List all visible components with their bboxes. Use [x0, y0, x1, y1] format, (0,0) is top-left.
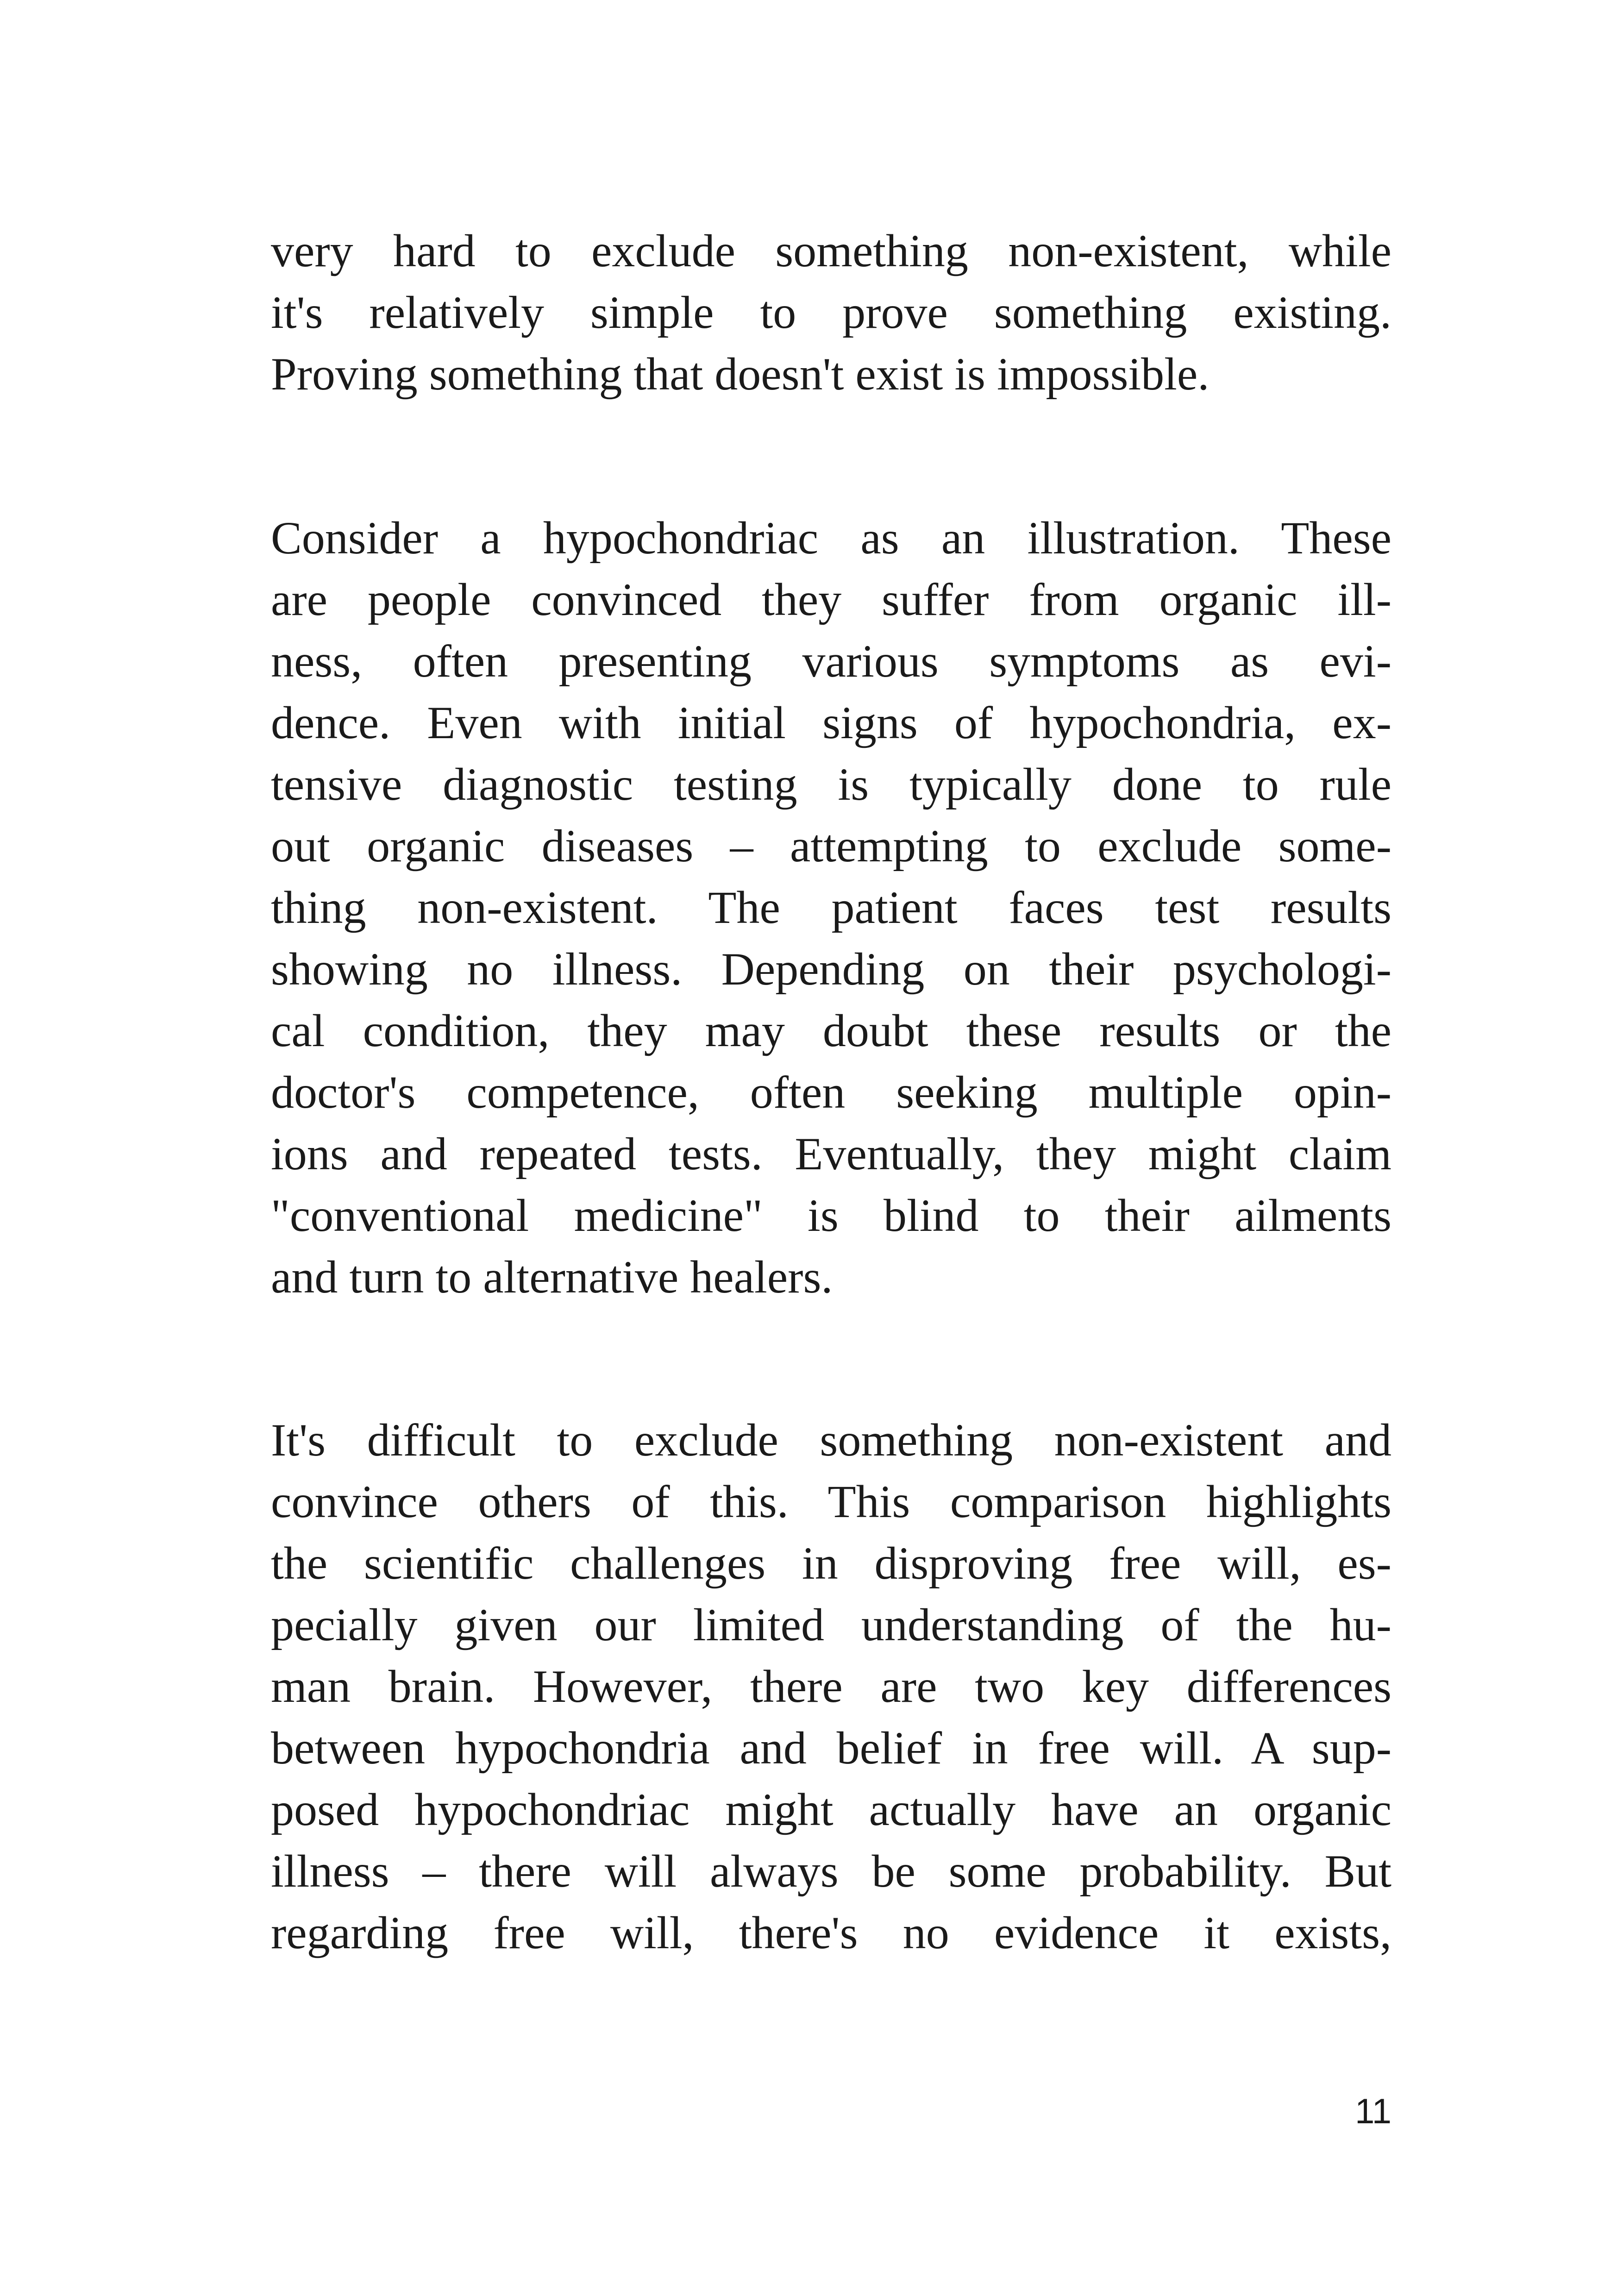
text-line: between hypochondria and belief in free will. A sup-	[271, 1722, 1391, 1774]
text-line: Proving something that doesn't exist is impossible.	[271, 348, 1210, 400]
text-line: very hard to exclude something non-existent, while	[271, 225, 1391, 276]
text-line: and turn to alternative healers.	[271, 1251, 833, 1303]
text-line: man brain. However, there are two key differences	[271, 1661, 1391, 1712]
text-line: are people convinced they suffer from organic ill-	[271, 574, 1391, 625]
text-line: doctor's competence, often seeking multiple opin-	[271, 1066, 1391, 1118]
text-line: ness, often presenting various symptoms as evi-	[271, 635, 1391, 687]
text-line: thing non-existent. The patient faces test results	[271, 882, 1391, 933]
text-line: it's relatively simple to prove something existing.	[271, 287, 1391, 338]
text-line: dence. Even with initial signs of hypochondria, ex-	[271, 697, 1391, 748]
text-line: showing no illness. Depending on their psychologi-	[271, 943, 1391, 995]
text-line: the scientific challenges in disproving free will, es-	[271, 1537, 1391, 1589]
text-line: tensive diagnostic testing is typically done to rule	[271, 759, 1391, 810]
text-line: posed hypochondriac might actually have an organic	[271, 1784, 1391, 1835]
text-line: out organic diseases – attempting to exclude some-	[271, 820, 1391, 872]
text-line: pecially given our limited understanding of the hu-	[271, 1599, 1391, 1650]
text-line: Consider a hypochondriac as an illustration. These	[271, 512, 1391, 564]
text-line: ions and repeated tests. Eventually, they might claim	[271, 1128, 1391, 1179]
text-line: convince others of this. This comparison highlights	[271, 1476, 1391, 1527]
page-number: 11	[1355, 2092, 1391, 2131]
text-line: illness – there will always be some probability. But	[271, 1845, 1391, 1897]
paragraph-2	[271, 507, 1391, 1308]
paragraph-1	[271, 220, 1391, 405]
text-line: It's difficult to exclude something non-existent and	[271, 1414, 1391, 1466]
text-line: "conventional medicine" is blind to their ailments	[271, 1190, 1391, 1241]
text-line: regarding free will, there's no evidence it exists,	[271, 1907, 1391, 1958]
paragraph-3	[271, 1409, 1391, 1964]
text-line: cal condition, they may doubt these results or the	[271, 1005, 1391, 1056]
